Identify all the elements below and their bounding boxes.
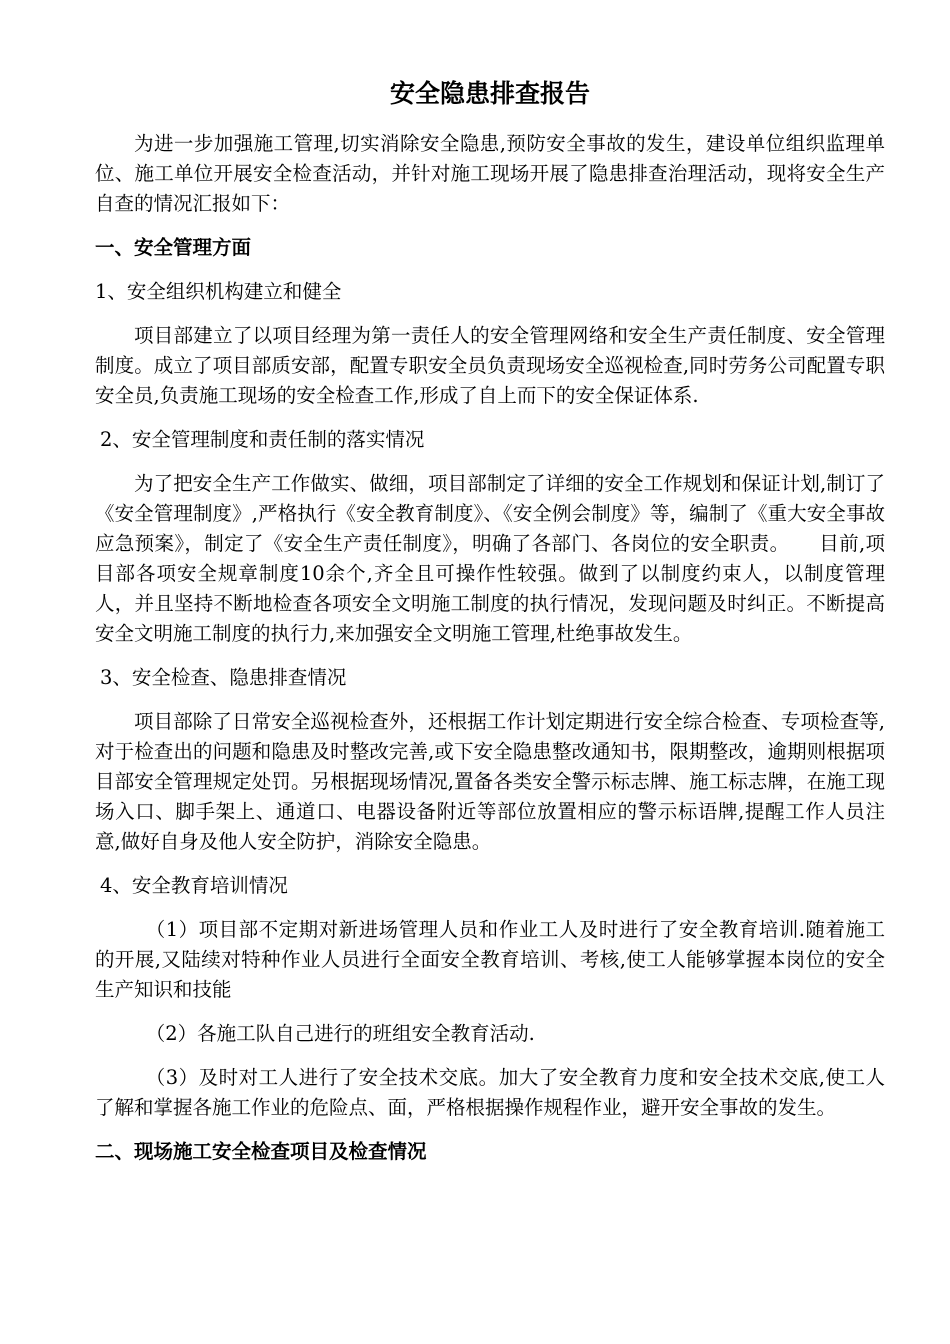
intro-paragraph: 为进一步加强施工管理,切实消除安全隐患,预防安全事故的发生，建设单位组织监理单位、施工单位开展安全检查活动，并针对施工现场开展了隐患排查治理活动，现将安全生产自查的情况汇报如下：	[95, 132, 885, 215]
document-page	[95, 72, 885, 1181]
subsection-4-paragraph-3: （3）及时对工人进行了安全技术交底。加大了安全教育力度和安全技术交底,使工人了解和掌握各施工作业的危险点、面，严格根据操作规程作业，避开安全事故的发生。	[95, 1066, 885, 1119]
subsection-3-heading: 3、安全检查、隐患排查情况	[100, 666, 347, 689]
section-2-heading: 二、现场施工安全检查项目及检查情况	[95, 1140, 427, 1163]
section-1-heading: 一、安全管理方面	[95, 236, 252, 259]
subsection-4-heading: 4、安全教育培训情况	[100, 874, 288, 897]
subsection-1-paragraph: 项目部建立了以项目经理为第一责任人的安全管理网络和安全生产责任制度、安全管理制度。成立了项目部质安部，配置专职安全员负责现场安全巡视检查,同时劳务公司配置专职安全员,负责施工现场的安全检查工作,形成了自上而下的安全保证体系.	[95, 324, 885, 407]
subsection-1-heading: 1、安全组织机构建立和健全	[95, 280, 342, 303]
document-title: 安全隐患排查报告	[389, 79, 590, 108]
subsection-2-heading: 2、安全管理制度和责任制的落实情况	[100, 428, 425, 451]
subsection-4-paragraph-1: （1）项目部不定期对新进场管理人员和作业工人及时进行了安全教育培训.随着施工的开展,又陆续对特种作业人员进行全面安全教育培训、考核,使工人能够掌握本岗位的安全生产知识和技能	[95, 918, 885, 1001]
subsection-4-paragraph-2: （2）各施工队自己进行的班组安全教育活动.	[145, 1022, 535, 1045]
subsection-2-paragraph: 为了把安全生产工作做实、做细，项目部制定了详细的安全工作规划和保证计划,制订了《安全管理制度》,严格执行《安全教育制度》、《安全例会制度》等，编制了《重大安全事故应急预案》，制定了《安全生产责任制度》，明确了各部门、各岗位的安全职责。 目前,项目部各项安全规章制度10余个,齐全且可操作性较强。做到了以制度约束人，以制度管理人，并且坚持不断地检查各项安全文明施工制度的执行情况，发现问题及时纠正。不断提高安全文明施工制度的执行力,来加强安全文明施工管理,杜绝事故发生。	[95, 472, 885, 645]
subsection-3-paragraph: 项目部除了日常安全巡视检查外，还根据工作计划定期进行安全综合检查、专项检查等,对于检查出的问题和隐患及时整改完善,或下安全隐患整改通知书，限期整改，逾期则根据项目部安全管理规定处罚。另根据现场情况,置备各类安全警示标志牌、施工标志牌，在施工现场入口、脚手架上、通道口、电器设备附近等部位放置相应的警示标语牌,提醒工作人员注意,做好自身及他人安全防护，消除安全隐患。	[95, 710, 885, 853]
